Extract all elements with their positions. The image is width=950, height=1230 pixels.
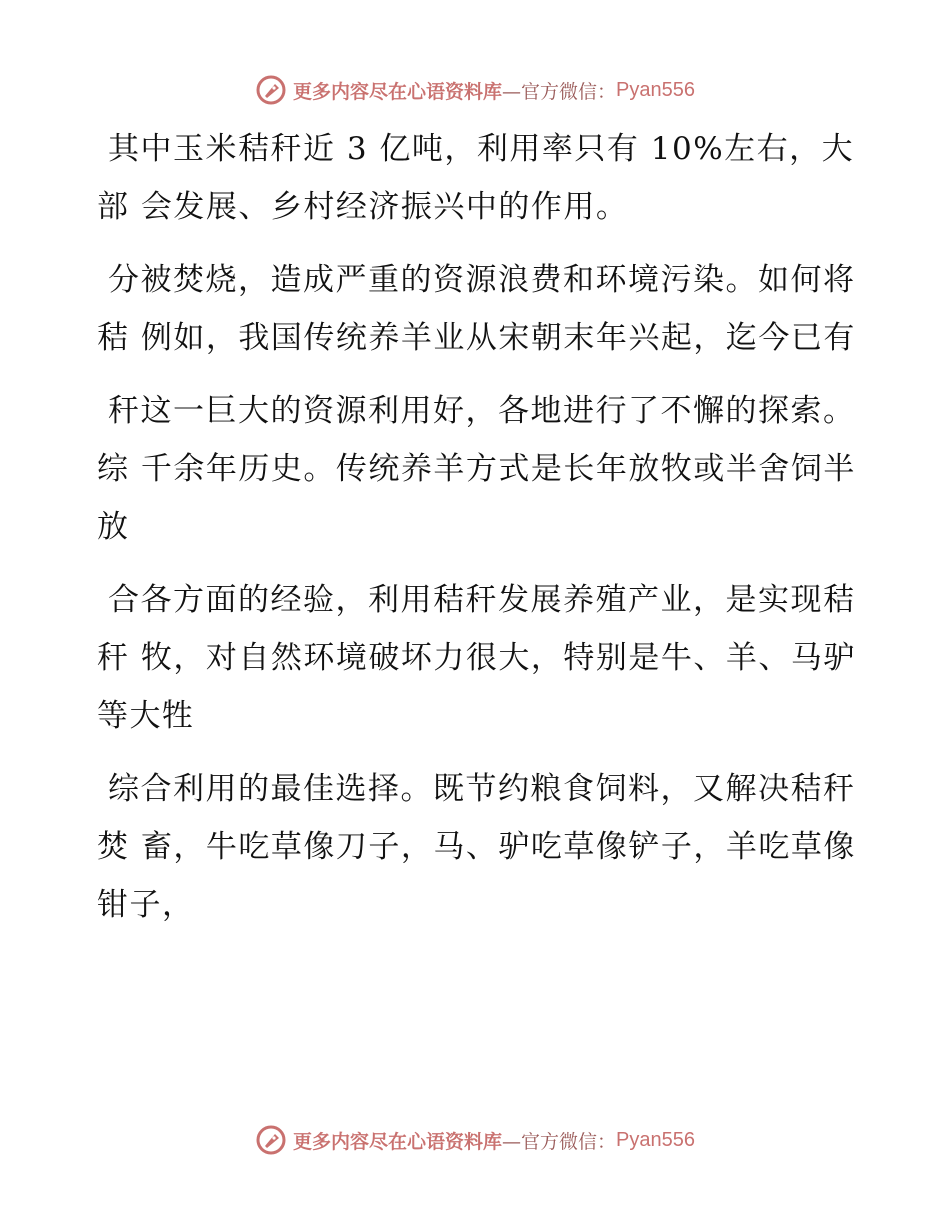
- footer-banner-text: 更多内容尽在心语资料库: [293, 1130, 503, 1153]
- footer-wechat-id: Pyan556: [616, 1128, 695, 1151]
- document-body: [97, 120, 857, 949]
- header-wechat-label: —官方微信：: [502, 80, 617, 103]
- header-wechat-id: Pyan556: [616, 78, 695, 101]
- pen-nib-logo-icon: [255, 74, 287, 106]
- header-banner: [0, 70, 950, 110]
- paragraph-2: 分被焚烧，造成严重的资源浪费和环境污染。如何将秸 例如，我国传统养羊业从宋朝末年兴起，迄今已有: [97, 262, 856, 356]
- footer-banner: [0, 1120, 950, 1160]
- paragraph-5: 综合利用的最佳选择。既节约粮食饲料，又解决秸秆焚 畜，牛吃草像刀子，马、驴吃草像铲子，羊吃草像钳子，: [97, 771, 856, 923]
- paragraph-1: 其中玉米秸秆近 3 亿吨，利用率只有 10%左右，大部 会发展、乡村经济振兴中的作用。: [97, 131, 855, 225]
- paragraph-4: 合各方面的经验，利用秸秆发展养殖产业，是实现秸秆 牧，对自然环境破坏力很大，特别是牛、羊、马驴等大牲: [97, 582, 856, 734]
- paragraph-3: 秆这一巨大的资源利用好，各地进行了不懈的探索。综 千余年历史。传统养羊方式是长年放牧或半舍饲半放: [97, 393, 856, 545]
- footer-wechat-label: —官方微信：: [502, 1130, 617, 1153]
- pen-nib-logo-icon: [255, 1124, 287, 1156]
- header-banner-text: 更多内容尽在心语资料库: [293, 80, 503, 103]
